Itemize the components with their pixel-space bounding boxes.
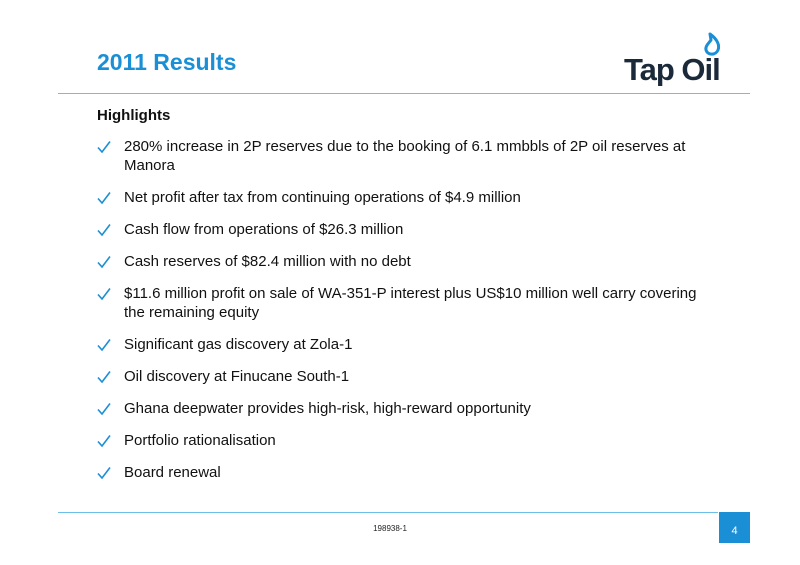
list-item (97, 220, 717, 239)
check-icon (97, 370, 111, 384)
bullet-text: Board renewal (124, 464, 221, 481)
list-item (97, 335, 717, 354)
list-item (97, 284, 717, 322)
section-heading: Highlights (97, 107, 171, 124)
check-icon (97, 434, 111, 448)
check-icon (97, 287, 111, 301)
bullet-text: Cash flow from operations of $26.3 million (124, 221, 404, 238)
check-icon (97, 338, 111, 352)
page-number-badge: 4 (719, 512, 750, 543)
bullet-text: 280% increase in 2P reserves due to the booking of 6.1 mmbbls of 2P oil reserves at Manora (124, 138, 686, 174)
list-item (97, 367, 717, 386)
bullet-text: Ghana deepwater provides high-risk, high-reward opportunity (124, 400, 531, 417)
check-icon (97, 191, 111, 205)
tap-oil-logo (622, 30, 734, 86)
bullet-text: Cash reserves of $82.4 million with no debt (124, 253, 411, 270)
bullet-text: Portfolio rationalisation (124, 432, 276, 449)
list-item (97, 463, 717, 482)
footer-divider (58, 512, 718, 513)
check-icon (97, 402, 111, 416)
document-code: 198938-1 (373, 524, 407, 533)
check-icon (97, 140, 111, 154)
list-item (97, 399, 717, 418)
check-icon (97, 223, 111, 237)
list-item (97, 188, 717, 207)
bullet-text: Oil discovery at Finucane South-1 (124, 368, 350, 385)
check-icon (97, 255, 111, 269)
list-item (97, 431, 717, 450)
list-item (97, 137, 717, 175)
check-icon (97, 466, 111, 480)
highlights-list (97, 137, 717, 495)
logo-wordmark: Tap Oil (624, 52, 720, 86)
bullet-text: $11.6 million profit on sale of WA-351-P interest plus US$10 million well carry covering the remaining equity (124, 285, 697, 321)
header-divider (58, 93, 750, 94)
slide-title: 2011 Results (97, 49, 237, 75)
bullet-text: Net profit after tax from continuing operations of $4.9 million (124, 189, 521, 206)
bullet-text: Significant gas discovery at Zola-1 (124, 336, 353, 353)
list-item (97, 252, 717, 271)
